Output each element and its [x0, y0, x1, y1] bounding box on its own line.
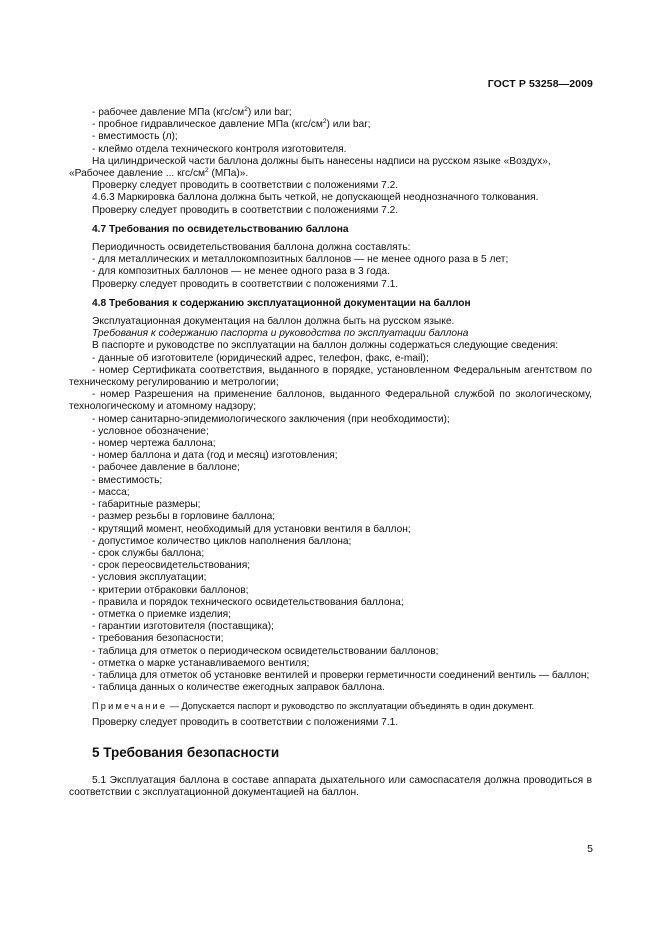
text-line: - для металлических и металлокомпозитных баллонов — не менее одного раза в 5 лет; [92, 254, 509, 266]
text-line: Эксплуатационная документация на баллон должна быть на русском языке. [92, 316, 455, 328]
section-heading-4-8: 4.8 Требования к содержанию эксплуатационной документации на баллон [92, 297, 471, 309]
italic-subheading: Требования к содержанию паспорта и руководства по эксплуатации баллона [92, 328, 469, 340]
text-line: В паспорте и руководстве по эксплуатации на баллон должны содержаться следующие сведения: [92, 340, 559, 352]
note-text: — Допускается паспорт и руководство по эксплуатации объединять в один документ. [167, 701, 535, 712]
list-item: - гарантии изготовителя (поставщика); [92, 621, 274, 633]
list-item: - номер санитарно-эпидемиологического заключения (при необходимости); [92, 413, 450, 425]
page-number: 5 [587, 843, 593, 855]
list-item: - срок службы баллона; [92, 547, 205, 559]
text-line: - рабочее давление МПа $(кгс/см^2)$ или bar; [92, 106, 292, 118]
list-item: - критерии отбраковки баллонов; [92, 584, 249, 596]
text-line: - клеймо отдела технического контроля изготовителя. [92, 143, 347, 155]
text-line: Периодичность освидетельствования баллона должна составлять: [92, 242, 411, 254]
list-item: - отметка о марке устанавливаемого вентиля; [92, 657, 310, 669]
list-item: - данные об изготовителе (юридический адрес, телефон, факс, e-mail); [92, 352, 429, 364]
list-item: - габаритные размеры; [92, 499, 201, 511]
list-item: - рабочее давление в баллоне; [92, 462, 240, 474]
document-number: ГОСТ Р 53258—2009 [487, 78, 593, 90]
list-item: - номер Разрешения на применение баллонов, выданного Федеральной службой по экологическому, технологическому и атомному надзору; [69, 389, 592, 413]
list-item: - номер чертежа баллона; [92, 438, 216, 450]
list-item: - требования безопасности; [92, 633, 224, 645]
list-item: - номер Сертификата соответствия, выданного в порядке, установленном Федеральным агентством по техническому регулированию и метрологии; [69, 364, 592, 389]
section-heading-5: 5 Требования безопасности [92, 744, 280, 760]
text-line: «Рабочее давление ... кгс/$см^2$ (МПа)». [69, 167, 249, 180]
list-item: - размер резьбы в горловине баллона; [92, 511, 276, 523]
text-line: Проверку следует проводить в соответствии с положениями 7.1. [92, 278, 399, 290]
text-line: - для композитных баллонов — не менее одного раза в 3 года. [92, 266, 390, 278]
paragraph-5-1: 5.1 Эксплуатация баллона в составе аппарата дыхательного или самоспасателя должна проводиться в соответствии с эксплуатационной документацией на баллон. [69, 774, 592, 798]
list-item: - вместимость; [92, 474, 163, 486]
list-item: - условное обозначение; [92, 425, 209, 437]
clause-4-6-3: 4.6.3 Маркировка баллона должна быть четкой, не допускающей неоднозначного толкования. [92, 192, 539, 204]
text-line: - пробное гидравлическое давление МПа $(кгс/см^2)$ или bar; [92, 118, 371, 131]
list-item: - таблица для отметок о периодическом освидетельствовании баллонов; [92, 645, 439, 657]
list-item: - отметка о приемке изделия; [92, 608, 232, 620]
list-item: - таблица для отметок об установке вентилей и проверки герметичности соединений вентиль — баллон; [92, 669, 590, 681]
text-line: Проверку следует проводить в соответствии с положениями 7.2. [92, 180, 399, 192]
list-item: - условия эксплуатации; [92, 572, 207, 584]
list-item: - крутящий момент, необходимый для установки вентиля в баллон; [92, 523, 411, 535]
list-item: - допустимое количество циклов наполнения баллона; [92, 535, 352, 547]
list-item: - таблица данных о количестве ежегодных заправок баллона. [92, 682, 385, 694]
text-line: Проверку следует проводить в соответствии с положениями 7.1. [92, 716, 399, 728]
text-line: Проверку следует проводить в соответствии с положениями 7.2. [92, 204, 399, 216]
section-heading-4-7: 4.7 Требования по освидетельствованию баллона [92, 223, 349, 235]
note [69, 700, 592, 712]
list-item: - масса; [92, 486, 130, 498]
list-item: - номер баллона и дата (год и месяц) изготовления; [92, 450, 338, 462]
text-line: - вместимость (л); [92, 131, 178, 143]
list-item: - срок переосвидетельствования; [92, 560, 251, 572]
requirements-list [69, 414, 592, 670]
page-body [69, 107, 592, 799]
list-item: - правила и порядок технического освидетельствования баллона; [92, 596, 404, 608]
text-line: На цилиндрической части баллона должны быть нанесены надписи на русском языке «Воздух», [92, 155, 551, 167]
note-label: Примечание [92, 701, 168, 712]
